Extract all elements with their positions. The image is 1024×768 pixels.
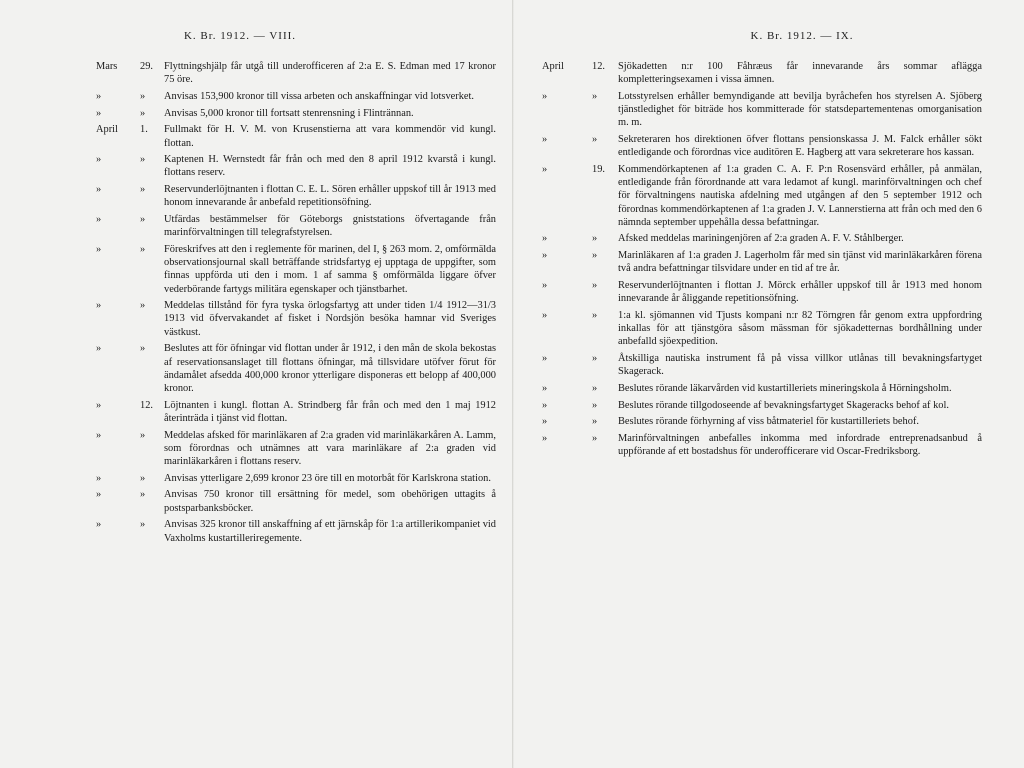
entry-text: Beslutes att för öfningar vid flottan under år 1912, i den mån de skola bekostas af reservationsanslaget till flottans öfningar, må tillsvidare utöfver förut för ändamålet afsedda 400,000 kronor ytterligare disponeras ett belopp af 400,000 kronor. <box>164 343 496 394</box>
entry-row <box>542 432 982 458</box>
entry-text: Beslutes rörande förhyrning af viss båtmateriel för kustartilleriets behof. <box>618 416 919 428</box>
entry-row <box>96 107 496 120</box>
entry-row <box>96 342 496 395</box>
entry-text: Kommendörkaptenen af 1:a graden C. A. F. P:n Rosensvärd erhåller, på anmälan, entledigande från förordnande att vara ledamot af kungl. marinförvaltningen och chef för förvaltningens nautiska afdelning med utgången af den 5 september 1912 och förordnas kommendörkaptenen af 1:a graden J. V. Lannerstierna att från och med den 6 nämnda september uppehålla dessa befattningar. <box>618 163 982 228</box>
entry-month: » <box>96 184 102 196</box>
entry-month: » <box>542 399 548 411</box>
entry-text: Reservunderlöjtnanten i flottan J. Mörck erhåller uppskof till år 1913 med honom innevarande år åliggande repetitionsöfning. <box>618 280 982 305</box>
entry-day: » <box>140 343 146 355</box>
entry-month: » <box>96 489 102 501</box>
entry-text: Afsked meddelas mariningenjören af 2:a graden A. F. V. Ståhlberger. <box>618 233 904 245</box>
entry-list-left <box>96 60 496 548</box>
entry-month: » <box>96 214 102 226</box>
entry-row <box>542 249 982 275</box>
entry-text: Löjtnanten i kungl. flottan A. Strindberg får från och med den 1 maj 1912 återinträda i tjänst vid flottan. <box>164 399 496 424</box>
entry-text: Fullmakt för H. V. M. von Krusenstierna att vara kommendör vid kungl. flottan. <box>164 124 496 149</box>
entry-text: Sekreteraren hos direktionen öfver flottans pensionskassa J. M. Falck erhåller sökt entledigande och förordnas vice auditören E. Hagberg att vara sekreterare hos kassan. <box>618 134 982 159</box>
entry-day: » <box>140 243 146 255</box>
entry-day: » <box>592 353 598 365</box>
entry-month: » <box>542 233 548 245</box>
entry-row <box>542 163 982 229</box>
entry-row <box>542 279 982 305</box>
entry-text: Anvisas ytterligare 2,699 kronor 23 öre till en motorbåt för Karlskrona station. <box>164 472 491 484</box>
entry-month: Mars <box>96 61 118 72</box>
entry-month: April <box>96 124 118 136</box>
entry-month: » <box>96 343 102 355</box>
entry-day: » <box>592 134 598 146</box>
entry-month: » <box>96 90 102 102</box>
entry-month: » <box>542 134 548 146</box>
entry-text: Åtskilliga nautiska instrument få på vissa villkor utlånas till bevakningsfartyget Skagerack. <box>618 353 982 378</box>
entry-day: » <box>592 233 598 245</box>
entry-row <box>96 123 496 149</box>
entry-text: Anvisas 750 kronor till ersättning för medel, som obehörigen uttagits å postsparbanksböcker. <box>164 489 496 514</box>
entry-day: » <box>592 250 598 262</box>
entry-month: » <box>542 309 548 321</box>
entry-day: » <box>592 280 598 292</box>
entry-day: » <box>140 184 146 196</box>
entry-day: » <box>592 90 598 102</box>
entry-month: » <box>542 382 548 394</box>
running-head-left: K. Br. 1912. — VIII. <box>183 30 297 42</box>
entry-text: Föreskrifves att den i reglemente för marinen, del I, § 263 mom. 2, omförmälda observationsjournal skall beträffande stridsfartyg ej upptaga de uppgifter, som finnas uppförda uti den i mom. 1 af samma § omförmälda liggare öfver vederbörande fartygs militära egenskaper och tjänstbarhet. <box>164 243 496 295</box>
entry-day: » <box>592 382 598 394</box>
entry-row <box>96 183 496 209</box>
entry-day: » <box>140 472 146 484</box>
entry-month: » <box>96 399 102 411</box>
entry-row <box>96 60 496 86</box>
entry-row <box>96 243 496 296</box>
entry-day: » <box>140 214 146 226</box>
entry-month: » <box>542 90 548 102</box>
entry-month: » <box>542 250 548 262</box>
entry-month: April <box>542 61 564 72</box>
entry-month: » <box>542 353 548 365</box>
entry-row <box>96 399 496 425</box>
entry-text: Utfärdas bestämmelser för Göteborgs gniststations öfvertagande från marinförvaltningen till telegrafstyrelsen. <box>164 214 496 239</box>
entry-day: 1. <box>140 124 148 136</box>
entry-text: 1:a kl. sjömannen vid Tjusts kompani n:r 82 Törngren får genom extra uppfordring inkallas för att tjänstgöra såsom mässman för sjökadetternas bordhållning under anbefalld sjöexpedition. <box>618 309 982 348</box>
entry-text: Beslutes rörande tillgodoseende af bevakningsfartyget Skageracks behof af kol. <box>618 399 949 411</box>
entry-day: » <box>140 154 146 166</box>
entry-row <box>96 299 496 339</box>
entry-row <box>542 382 982 395</box>
entry-text: Meddelas afsked för marinläkaren af 2:a graden vid marinläkarkåren A. Lamm, som förordnas och utnämnes att vara marinläkare af 2:a graden vid marinläkarkåren i flottans reserv. <box>164 429 496 467</box>
entry-month: » <box>542 163 548 175</box>
entry-row <box>542 133 982 159</box>
entry-text: Meddelas tillstånd för fyra tyska örlogsfartyg att under tiden 1/4 1912—31/3 1913 vid öfvervakandet af fisket i Nordsjön besöka hamnar vid Sveriges västkust. <box>164 300 496 338</box>
entry-row <box>542 90 982 130</box>
entry-day: » <box>140 107 146 119</box>
entry-day: 12. <box>140 399 153 411</box>
entry-row <box>96 153 496 179</box>
entry-row <box>542 232 982 245</box>
entry-day: » <box>140 519 146 531</box>
right-page <box>512 0 1024 768</box>
entry-row <box>96 429 496 469</box>
entry-day: » <box>592 433 598 445</box>
entry-day: » <box>592 416 598 428</box>
entry-day: » <box>140 300 146 312</box>
entry-text: Marinläkaren af 1:a graden J. Lagerholm får med sin tjänst vid marinläkarkåren förena två andra befattningar tilsvidare under en tid af tre år. <box>618 250 982 275</box>
entry-month: » <box>96 300 102 312</box>
entry-month: » <box>542 280 548 292</box>
entry-month: » <box>542 433 548 445</box>
entry-row <box>96 90 496 103</box>
entry-text: Lotsstyrelsen erhåller bemyndigande att bevilja byråchefen hos styrelsen A. Sjöberg tjänstledighet för biträde hos kommitterade för statsdepartementenas omorganisation m. m. <box>618 90 982 129</box>
entry-row <box>542 399 982 412</box>
entry-month: » <box>542 416 548 428</box>
entry-text: Anvisas 325 kronor till anskaffning af ett järnskåp för 1:a artillerikompaniet vid Vaxholms kustartilleriregemente. <box>164 519 496 544</box>
entry-text: Kaptenen H. Wernstedt får från och med den 8 april 1912 kvarstå i kungl. flottans reserv. <box>164 154 496 179</box>
entry-text: Reservunderlöjtnanten i flottan C. E. L. Sören erhåller uppskof till år 1913 med honom innevarande år anbefald repetitionsöfning. <box>164 184 496 209</box>
entry-text: Beslutes rörande läkarvården vid kustartilleriets mineringskola å Hörningsholm. <box>618 382 952 394</box>
entry-row <box>542 60 982 86</box>
entry-month: » <box>96 519 102 531</box>
entry-month: » <box>96 472 102 484</box>
entry-day: » <box>140 90 146 102</box>
entry-text: Flyttningshjälp får utgå till underofficeren af 2:a E. S. Edman med 17 kronor 75 öre. <box>164 61 496 86</box>
entry-day: 12. <box>592 61 605 72</box>
entry-day: » <box>140 489 146 501</box>
entry-month: » <box>96 154 102 166</box>
entry-list-right <box>542 60 982 462</box>
entry-row <box>542 415 982 428</box>
entry-row <box>542 309 982 349</box>
entry-month: » <box>96 107 102 119</box>
entry-day: 29. <box>140 61 153 72</box>
entry-day: 19. <box>592 163 605 175</box>
running-head-right: K. Br. 1912. — IX. <box>750 30 854 42</box>
entry-row <box>96 488 496 514</box>
entry-month: » <box>96 243 102 255</box>
entry-text: Marinförvaltningen anbefalles inkomma med infordrade entreprenadsanbud å uppförande af ett bostadshus för underofficerare vid Oscar-Fredriksborg. <box>618 433 982 458</box>
entry-day: » <box>592 399 598 411</box>
entry-text: Sjökadetten n:r 100 Fåhræus får innevarande års sommar aflägga kompletteringsexamen i vissa ämnen. <box>618 61 982 86</box>
entry-row <box>542 352 982 378</box>
entry-day: » <box>592 309 598 321</box>
entry-day: » <box>140 429 146 441</box>
entry-row <box>96 213 496 239</box>
entry-row <box>96 472 496 485</box>
entry-text: Anvisas 153,900 kronor till vissa arbeten och anskaffningar vid lotsverket. <box>164 90 475 102</box>
entry-text: Anvisas 5,000 kronor till fortsatt stenrensning i Flintrännan. <box>164 107 414 119</box>
entry-row <box>96 518 496 544</box>
entry-month: » <box>96 429 102 441</box>
